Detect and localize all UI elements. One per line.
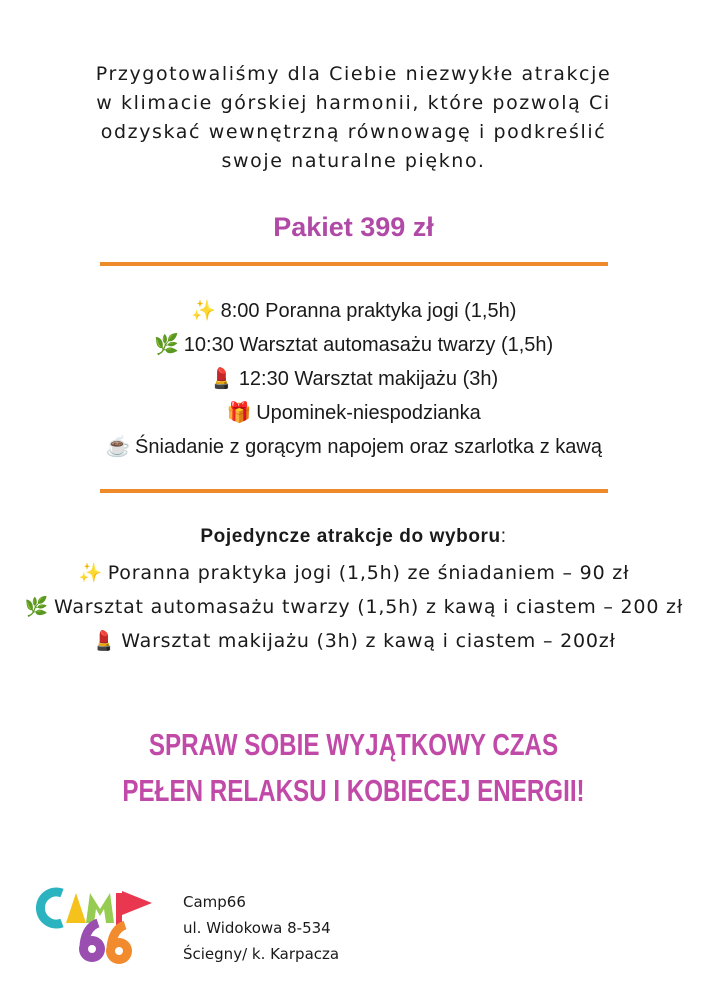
package-title: Pakiet 399 zł: [273, 212, 434, 242]
intro-line: w klimacie górskiej harmonii, które pozwolą Ci: [96, 92, 611, 114]
camp66-logo: [36, 883, 156, 973]
address-city: Ściegny/ k. Karpacza: [183, 945, 340, 963]
intro-line: odzyskać wewnętrzną równowagę i podkreślić: [100, 121, 607, 143]
intro-line: swoje naturalne piękno.: [221, 150, 486, 172]
gift-icon: 🎁: [226, 402, 252, 424]
package-item-text: Śniadanie z gorącym napojem oraz szarlotka z kawą: [135, 436, 602, 458]
singles-item-list: [0, 556, 707, 658]
divider-bottom: [100, 489, 608, 493]
list-item: [0, 328, 707, 362]
sparkles-icon: ✨: [78, 562, 103, 584]
singles-title-colon: :: [500, 526, 507, 547]
list-item: [0, 430, 707, 464]
list-item: [0, 294, 707, 328]
intro-paragraph: [40, 60, 667, 176]
camp66-logo-graphic: [36, 883, 156, 973]
lipstick-icon: 💄: [92, 630, 117, 652]
single-item-text: Warsztat makijażu (3h) z kawą i ciastem – 200zł: [121, 630, 616, 652]
list-item: [0, 362, 707, 396]
hot-drink-icon: ☕: [105, 436, 131, 458]
intro-line: Przygotowaliśmy dla Ciebie niezwykłe atrakcje: [95, 63, 612, 85]
package-item-text: 12:30 Warsztat makijażu (3h): [238, 368, 499, 390]
cta-line: SPRAW SOBIE WYJĄTKOWY CZAS: [148, 727, 559, 762]
address-block: [183, 889, 339, 967]
cta-line: PEŁEN RELAKSU I KOBIECEJ ENERGII!: [122, 773, 585, 808]
divider-top: [100, 262, 608, 266]
singles-title: [0, 526, 707, 548]
package-item-text: Upominek-niespodzianka: [256, 402, 481, 424]
lipstick-icon: 💄: [209, 368, 235, 390]
herb-icon: 🌿: [24, 596, 50, 618]
package-item-text: 10:30 Warsztat automasażu twarzy (1,5h): [183, 334, 554, 356]
address-street: ul. Widokowa 8-534: [183, 919, 331, 937]
sparkles-icon: ✨: [191, 300, 217, 322]
list-item: [0, 624, 707, 658]
list-item: [0, 396, 707, 430]
address-name: Camp66: [183, 893, 246, 911]
single-item-text: Poranna praktyka jogi (1,5h) ze śniadaniem – 90 zł: [107, 562, 630, 584]
package-item-list: [0, 294, 707, 464]
call-to-action: [78, 722, 629, 814]
single-item-text: Warsztat automasażu twarzy (1,5h) z kawą i ciastem – 200 zł: [53, 596, 684, 618]
herb-icon: 🌿: [154, 334, 180, 356]
package-item-text: 8:00 Poranna praktyka jogi (1,5h): [220, 300, 517, 322]
list-item: [0, 590, 707, 624]
list-item: [0, 556, 707, 590]
singles-title-text: Pojedyncze atrakcje do wyboru: [200, 526, 501, 547]
